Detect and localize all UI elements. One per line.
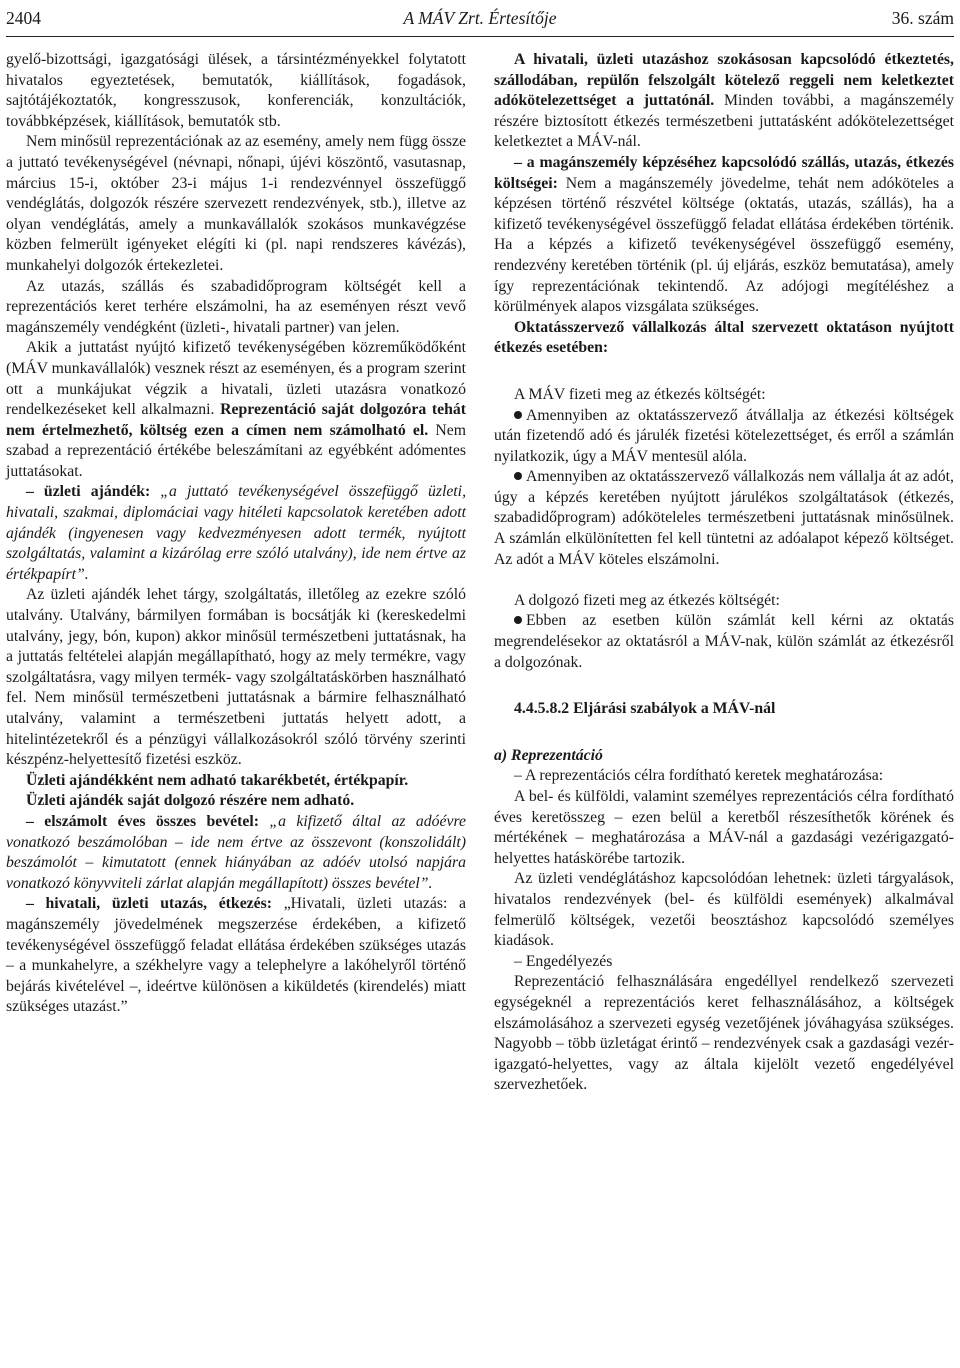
paragraph: A MÁV fizeti meg az étkezés költségét: — [514, 385, 766, 403]
definition-term: – elszámolt éves összes bevétel: — [26, 812, 270, 830]
bold-text: Üzleti ajándék saját dolgozó részére nem adható. — [26, 792, 355, 810]
issue-number: 36. szám — [891, 8, 954, 28]
bullet-item — [494, 611, 954, 673]
paragraph: Nem minősül reprezentációnak az az esemény, amely nem függ össze a juttató tevékenységével (névnapi, nőnapi, újévi köszöntő, vasutasnap, március 15-i, október 23-i május 1-i rendezvénnyel összefüggő vendéglátás, dolgozók részére szervezett rendezvények, stb.), illetve az olyan vendéglátás, amely a munkavállalók szokásos munkavégzése közben felmerült igényeket elégíti ki (pl. napi rendszeres kávézás), munkahelyi dolgozók értekezletei. — [6, 133, 466, 274]
journal-title: A MÁV Zrt. Értesítője — [403, 8, 557, 28]
paragraph — [6, 482, 466, 585]
paragraph — [6, 812, 466, 894]
bullet-text: Ebben az esetben külön számlát kell kérni az oktatás megrendelésekor az oktatásról a MÁV-nak, külön számlát az étkezésről a dolgozónak. — [494, 612, 954, 671]
section-heading — [494, 699, 954, 720]
paragraph — [494, 50, 954, 153]
definition-term: – üzleti ajándék: — [26, 483, 161, 501]
bullet-icon — [514, 616, 522, 624]
bold-text: Oktatásszervező vállalkozás által szervezett oktatáson nyújtott étkezés esetében: — [494, 318, 954, 357]
bold-text: Üzleti ajándékként nem adható takarékbetét, értékpapír. — [26, 771, 409, 789]
paragraph: gyelő-bizottsági, igazgatósági ülések, a társintézményekkel folytatott hivatalos egyeztetések, bemutatók, kiállítások, fogadások, sajtótájékoztatók, kongresszusok, konferenciák, konzultációk, továbbképzések, kiállítások, bemutatók stb. — [6, 51, 466, 130]
bullet-text: Amennyiben az oktatásszervező vállalkozás nem vállalja át az adót, úgy a képzés keretében nyújtott járulékos szolgáltatások (étkezés, szabadidőprogram) adóköteleles természetbeni juttatásnak minősülnek. A számlán elkülönítetten fel kell tüntetni az adóalapot képező költséget. Az adót a MÁV köteles elszámolni. — [494, 468, 954, 568]
bold-text: A hivatali, üzleti utazáshoz szokásosan kapcsolódó étkeztetés, szállodában, repülőn felszolgált kötelező reggeli nem keletkeztet adókötelezettséget a juttatónál. — [494, 51, 954, 110]
left-column — [6, 50, 466, 1018]
text-span: Minden további, a magánszemély részére biztosított étkezés természetbeni juttatásként adókötelezettséget keletkeztet a MÁV-nál. — [494, 92, 954, 151]
subheading — [494, 318, 954, 359]
bold-italic-text: a) Reprezentáció — [494, 746, 603, 764]
page-header — [6, 4, 954, 32]
paragraph — [494, 153, 954, 318]
bullet-icon — [514, 411, 522, 419]
definition-term: – hivatali, üzleti utazás, étkezés: — [26, 895, 284, 913]
paragraph: – Engedélyezés — [514, 952, 613, 970]
text-span: Akik a juttatást nyújtó kifizető tevékenységében közreműködőként (MÁV munkavállalók) vesznek részt az eseményen, és a program szerint ott a munkájukat végzik a hivatali, üzleti utazásra vonatkozó rendelkezéseket kell alkalmazni. — [6, 339, 466, 419]
bold-text: Reprezentáció saját dolgozóra tehát nem értelmezhető, költség ezen a címen nem számolható el. — [6, 401, 466, 439]
definition-term: – a magánszemély képzéséhez kapcsolódó szállás, utazás, étkezés költségei: — [494, 153, 954, 192]
paragraph: Reprezentáció felhasználására engedéllyel rendelkező szervezeti egységeknél a reprezentációs keret felhasználásához, a költségek elszámolásához a szervezeti egység vezetőjének jóváhagyása szükséges. Nagyobb – több üzletágat érintő – rendezvények csak a gazdasági vezérigazgató-helyettes, vagy az általa kijelölt vezető engedélyével szervezhetőek. — [494, 973, 954, 1094]
paragraph: Az üzleti vendéglátáshoz kapcsolódóan lehetnek: üzleti tárgyalások, hivatalos rendezvények (bel- és külföldi események) alkalmával felmerülő költségek, vezetői beosztáshoz kapcsolódó személyes kiadások. — [494, 870, 954, 950]
bullet-icon — [514, 472, 522, 480]
right-column — [494, 50, 954, 1096]
paragraph: Az üzleti ajándék lehet tárgy, szolgáltatás, illetőleg az ezekre szóló utalvány. Utalvány, bármilyen formában is bocsátják ki (kereskedelmi utalvány, jegy, bón, kupon) akkor minősül természetbeni juttatásnak, ha a juttatás feltételei alapján megállapítható, hogy az mely termékre, vagy szolgáltatásra, vagy milyen termék- vagy szolgáltatáskörben használható fel. Nem minősül természetbeni juttatásnak a bármire felhasználható utalvány, valamint a természetbeni juttatás helyett adott, a hitelintézetekről és a pénzügyi vállalkozásokról szóló törvény szerinti készpénz-helyettesítő fizetési eszköz. — [6, 586, 466, 769]
header-rule — [6, 36, 954, 37]
definition-body: „a juttató tevékenységével összefüggő üzleti, hivatali, szakmai, diplomáciai vagy hitéleti kapcsolatok keretében adott ajándék (ingyenesen vagy kedvezményesen adott termék, nyújtott szolgáltatás, valamint a kizárólag erre szóló utalvány), ide nem értve az értékpapírt”. — [6, 483, 467, 583]
paragraph: – A reprezentációs célra fordítható keretek meghatározása: — [514, 767, 884, 785]
page-number: 2404 — [6, 8, 41, 28]
paragraph: Az utazás, szállás és szabadidőprogram költségét kell a reprezentációs keret terhére elszámolni, ha az eseményen részt vevő magánszemély vendégként (üzleti-, hivatali partner) van jelen. — [6, 277, 466, 336]
definition-body: Nem a magánszemély jövedelme, tehát nem adóköteles a képzésen történő részvétel költsége (oktatás, utazás, szállás), ha a kifizető tevékenységével összefüggő feladat ellátása érdekében történik. Ha a képzés a kifizető tevékenységével összefüggő esemény, rendezvény keretében történik (pl. új eljárás, eszköz bemutatása), amely így reprezentációnak tekintendő. Az adójogi megítéléshez a körülmények alapos vizsgálata szükséges. — [494, 174, 954, 316]
paragraph — [6, 338, 466, 482]
definition-body: „Hivatali, üzleti utazás: a magánszemély jövedelmének megszerzése érdekében, a kifizető tevékenységével összefüggő feladat ellátása érdekében szükséges utazás – a munkahelyre, a székhelyre vagy a telephelyre a lakóhelyről történő bejárás kivételével –, ideértve különösen a kiküldetés (kirendelés) miatt szükséges utazást.” — [6, 895, 466, 1016]
bullet-item — [494, 406, 954, 468]
paragraph — [6, 894, 466, 1018]
paragraph — [6, 791, 466, 812]
subsection-heading — [494, 746, 954, 767]
paragraph — [6, 771, 466, 792]
definition-body: „a kifizető által az adóévre vonatkozó beszámolóban – ide nem értve az összevont (konszolidált) beszámolót – kimutatott (ennek hiányában az adóév utolsó napjára vonatkozó könyvviteli zárlat alapján megállapított) összes bevétel”. — [6, 812, 466, 892]
paragraph: A dolgozó fizeti meg az étkezés költségét: — [514, 591, 780, 609]
bullet-item — [494, 467, 954, 570]
text-span: Nem szabad a reprezentáció értékébe beleszámítani az egyébként adómentes juttatásokat. — [6, 421, 466, 480]
paragraph: A bel- és külföldi, valamint személyes reprezentációs célra fordítható éves keretösszeg – ezen belül a keretből részesíthetők körének és mértékének – meghatározása a MÁV-nál a gazdasági vezérigazgató-helyettes hatáskörébe tartozik. — [494, 788, 954, 867]
bold-text: 4.4.5.8.2 Eljárási szabályok a MÁV-nál — [514, 700, 776, 718]
bullet-text: Amennyiben az oktatásszervező átvállalja az étkezési költségek után fizetendő adó és járulék fizetési kötelezettséget, és erről a számlán nyilatkozik, úgy a MÁV mentesül alóla. — [494, 406, 954, 465]
